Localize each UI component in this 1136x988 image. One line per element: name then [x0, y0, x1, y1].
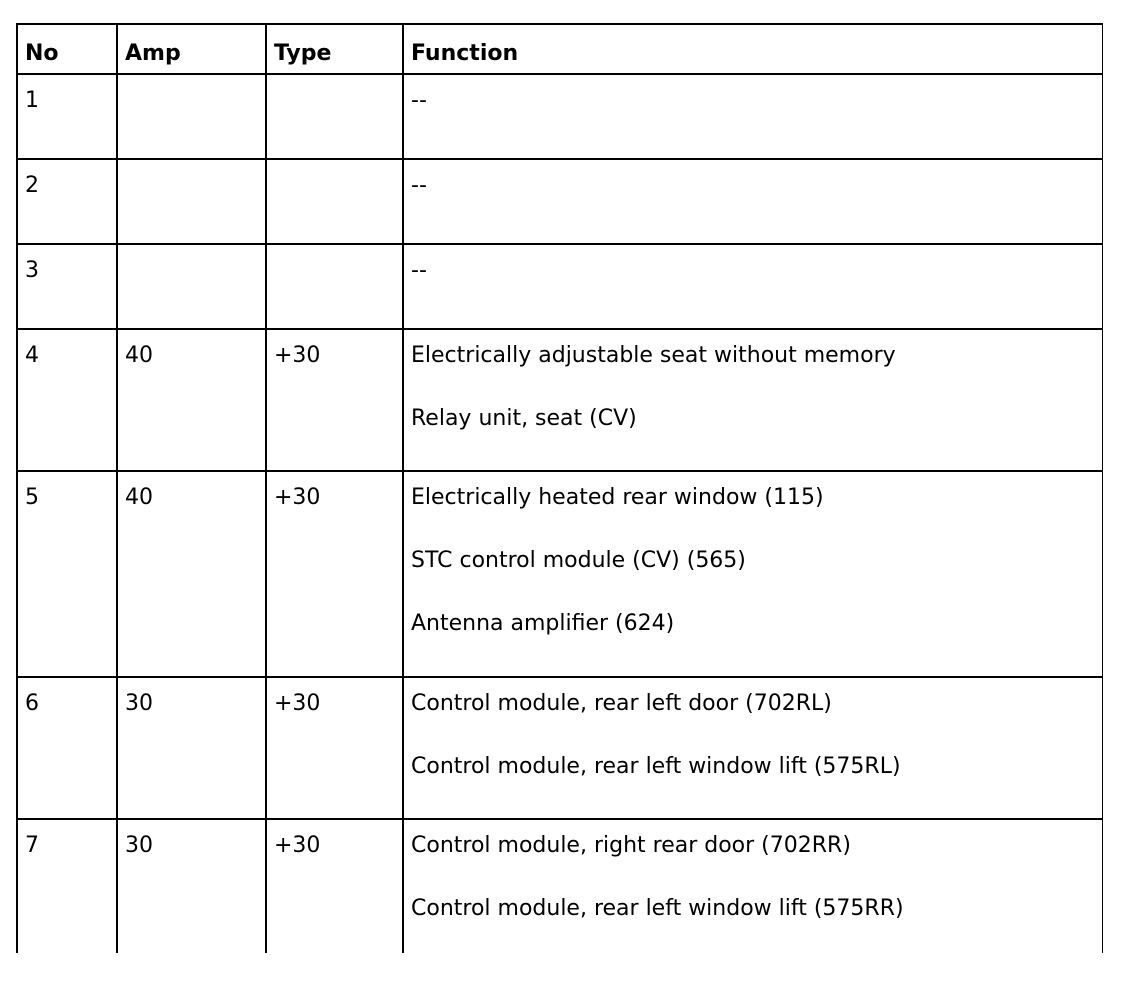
table-row [17, 471, 1103, 677]
cell-type [266, 244, 403, 329]
fuse-table-container [16, 23, 1103, 953]
cell-amp: 30 [117, 819, 266, 953]
cell-type [266, 74, 403, 159]
header-amp: Amp [117, 24, 266, 74]
cell-amp [117, 244, 266, 329]
function-line: Electrically heated rear window (115) [411, 485, 824, 510]
cell-no: 6 [17, 677, 117, 819]
cell-no: 1 [17, 74, 117, 159]
function-line: Antenna amplifier (624) [411, 611, 675, 636]
header-no: No [17, 24, 117, 74]
cell-type: +30 [266, 329, 403, 471]
cell-function [403, 677, 1103, 819]
header-type: Type [266, 24, 403, 74]
cell-function [403, 819, 1103, 953]
table-row [17, 329, 1103, 471]
cell-no: 4 [17, 329, 117, 471]
function-line: -- [411, 258, 427, 283]
function-line: Control module, rear left door (702RL) [411, 691, 832, 716]
cell-type: +30 [266, 471, 403, 677]
cell-function [403, 329, 1103, 471]
table-row [17, 244, 1103, 329]
cell-type: +30 [266, 819, 403, 953]
cell-no: 5 [17, 471, 117, 677]
function-line: STC control module (CV) (565) [411, 548, 746, 573]
table-row [17, 74, 1103, 159]
cell-type [266, 159, 403, 244]
function-line: Control module, right rear door (702RR) [411, 833, 851, 858]
table-row [17, 677, 1103, 819]
cell-amp [117, 159, 266, 244]
cell-amp: 30 [117, 677, 266, 819]
function-line: Control module, rear left window lift (575RL) [411, 754, 901, 779]
cell-amp: 40 [117, 471, 266, 677]
cell-type: +30 [266, 677, 403, 819]
cell-function [403, 244, 1103, 329]
function-line: -- [411, 173, 427, 198]
function-line: Relay unit, seat (CV) [411, 406, 637, 431]
cell-no: 3 [17, 244, 117, 329]
table-row [17, 819, 1103, 953]
cell-amp [117, 74, 266, 159]
function-line: -- [411, 88, 427, 113]
cell-amp: 40 [117, 329, 266, 471]
cell-no: 2 [17, 159, 117, 244]
fuse-table [16, 23, 1103, 953]
cell-no: 7 [17, 819, 117, 953]
header-function: Function [403, 24, 1103, 74]
function-line: Electrically adjustable seat without memory [411, 343, 896, 368]
cell-function [403, 74, 1103, 159]
cell-function [403, 159, 1103, 244]
table-row [17, 159, 1103, 244]
cell-function [403, 471, 1103, 677]
table-header-row [17, 24, 1103, 74]
function-line: Control module, rear left window lift (575RR) [411, 896, 904, 921]
